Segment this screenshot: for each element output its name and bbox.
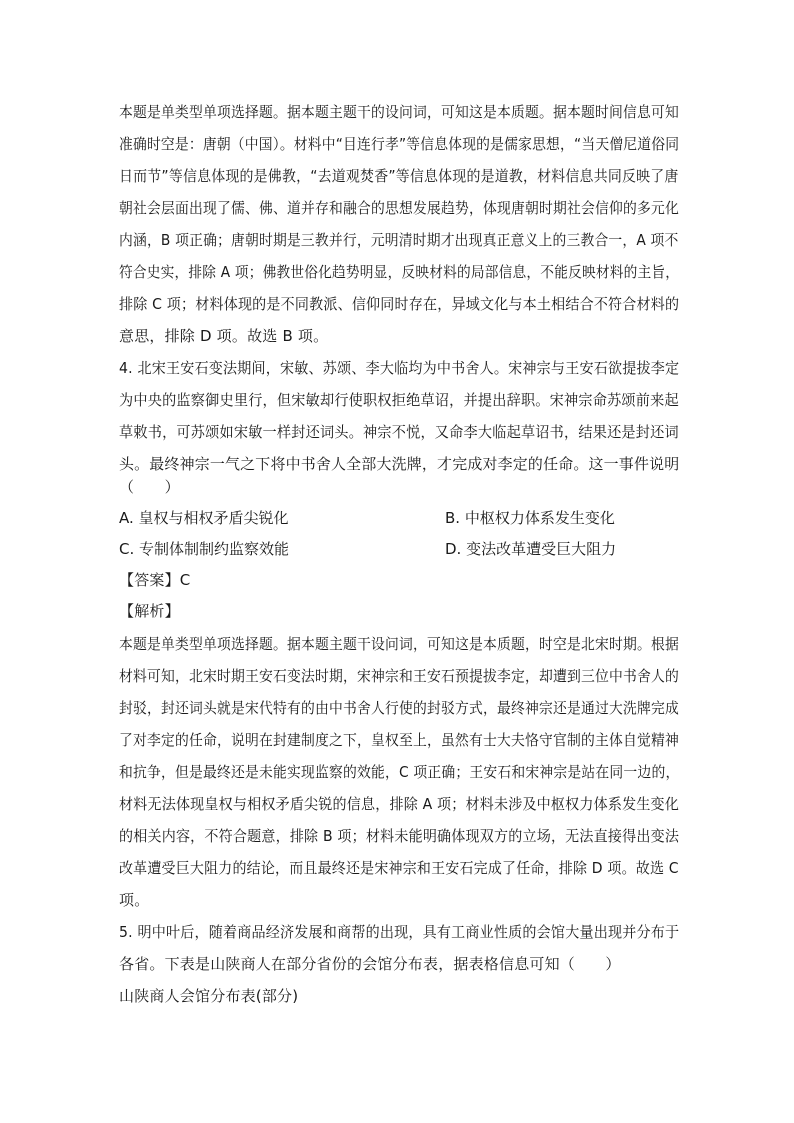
q3-analysis-line: 排除 C 项；材料体现的是不同教派、信仰同时存在，异域文化与本土相结合不符合材料的 xyxy=(119,295,680,313)
q5-stem-line: 各省。下表是山陕商人在部分省份的会馆分布表，据表格信息可知（ ） xyxy=(119,955,621,973)
q5-stem-line: 5. 明中叶后，随着商品经济发展和商帮的出现，具有工商业性质的会馆大量出现并分布于 xyxy=(119,923,680,941)
q4-option-c: C. 专制体制制约监察效能 xyxy=(119,540,290,558)
q4-option-a: A. 皇权与相权矛盾尖锐化 xyxy=(119,509,289,527)
q3-analysis-line: 本题是单类型单项选择题。据本题主题干的设问词，可知这是本质题。据本题时间信息可知 xyxy=(119,103,680,121)
q4-analysis-line: 封驳，封还词头就是宋代特有的由中书舍人行使的封驳方式，最终神宗还是通过大洗牌完成 xyxy=(119,699,680,717)
q3-analysis-line: 意思，排除 D 项。故选 B 项。 xyxy=(119,327,329,345)
q5-table-title: 山陕商人会馆分布表(部分) xyxy=(119,987,299,1005)
q4-analysis-line: 材料可知，北宋时期王安石变法时期，宋神宗和王安石预提拔李定，却遭到三位中书舍人的 xyxy=(119,667,680,685)
q3-analysis-line: 日而节”等信息体现的是佛教，“去道观焚香”等信息体现的是道教，材料信息共同反映了唐 xyxy=(119,167,679,185)
q4-stem-blank: （ ） xyxy=(119,478,180,496)
q4-analysis-label: 【解析】 xyxy=(119,602,180,620)
q4-answer: 【答案】C xyxy=(119,571,191,589)
q3-analysis-line: 符合史实，排除 A 项；佛教世俗化趋势明显，反映材料的局部信息，不能反映材料的主旨， xyxy=(119,263,680,281)
q4-option-d: D. 变法改革遭受巨大阻力 xyxy=(445,540,617,558)
q4-stem-line: 头。最终神宗一气之下将中书舍人全部大洗牌，才完成对李定的任命。这一事件说明 xyxy=(119,455,680,473)
q3-analysis-line: 朝社会层面出现了儒、佛、道并存和融合的思想发展趋势，体现唐朝时期社会信仰的多元化 xyxy=(119,199,680,217)
q4-analysis-line: 的相关内容，不符合题意，排除 B 项；材料未能明确体现双方的立场，无法直接得出变法 xyxy=(119,827,680,845)
q3-analysis-line: 内涵，B 项正确；唐朝时期是三教并行，元明清时期才出现真正意义上的三教合一，A 项不 xyxy=(119,231,679,249)
q4-analysis-line: 和抗争，但是最终还是未能实现监察的效能，C 项正确；王安石和宋神宗是站在同一边的， xyxy=(119,763,680,781)
q4-stem-line: 草敕书，可苏颂如宋敏一样封还词头。神宗不悦，又命李大临起草诏书，结果还是封还词 xyxy=(119,423,679,441)
q4-option-b: B. 中枢权力体系发生变化 xyxy=(445,509,615,527)
q4-analysis-line: 改革遭受巨大阻力的结论，而且最终还是宋神宗和王安石完成了任命，排除 D 项。故选 C xyxy=(119,859,679,877)
q4-analysis-line: 项。 xyxy=(119,891,150,909)
q3-analysis-line: 准确时空是：唐朝（中国）。材料中“目连行孝”等信息体现的是儒家思想，“当天僧尼道俗同 xyxy=(119,135,680,153)
q4-analysis-line: 了对李定的任命，说明在封建制度之下，皇权至上，虽然有士大夫恪守官制的主体自觉精神 xyxy=(119,731,680,749)
q4-stem-line: 4. 北宋王安石变法期间，宋敏、苏颂、李大临均为中书舍人。宋神宗与王安石欲提拔李定 xyxy=(119,359,680,377)
q4-analysis-line: 本题是单类型单项选择题。据本题主题干设问词，可知这是本质题，时空是北宋时期。根据 xyxy=(119,635,680,653)
q4-stem-line: 为中央的监察御史里行，但宋敏却行使职权拒绝草诏，并提出辞职。宋神宗命苏颂前来起 xyxy=(119,391,679,409)
q4-analysis-line: 材料无法体现皇权与相权矛盾尖锐的信息，排除 A 项；材料未涉及中枢权力体系发生变化 xyxy=(119,795,680,813)
